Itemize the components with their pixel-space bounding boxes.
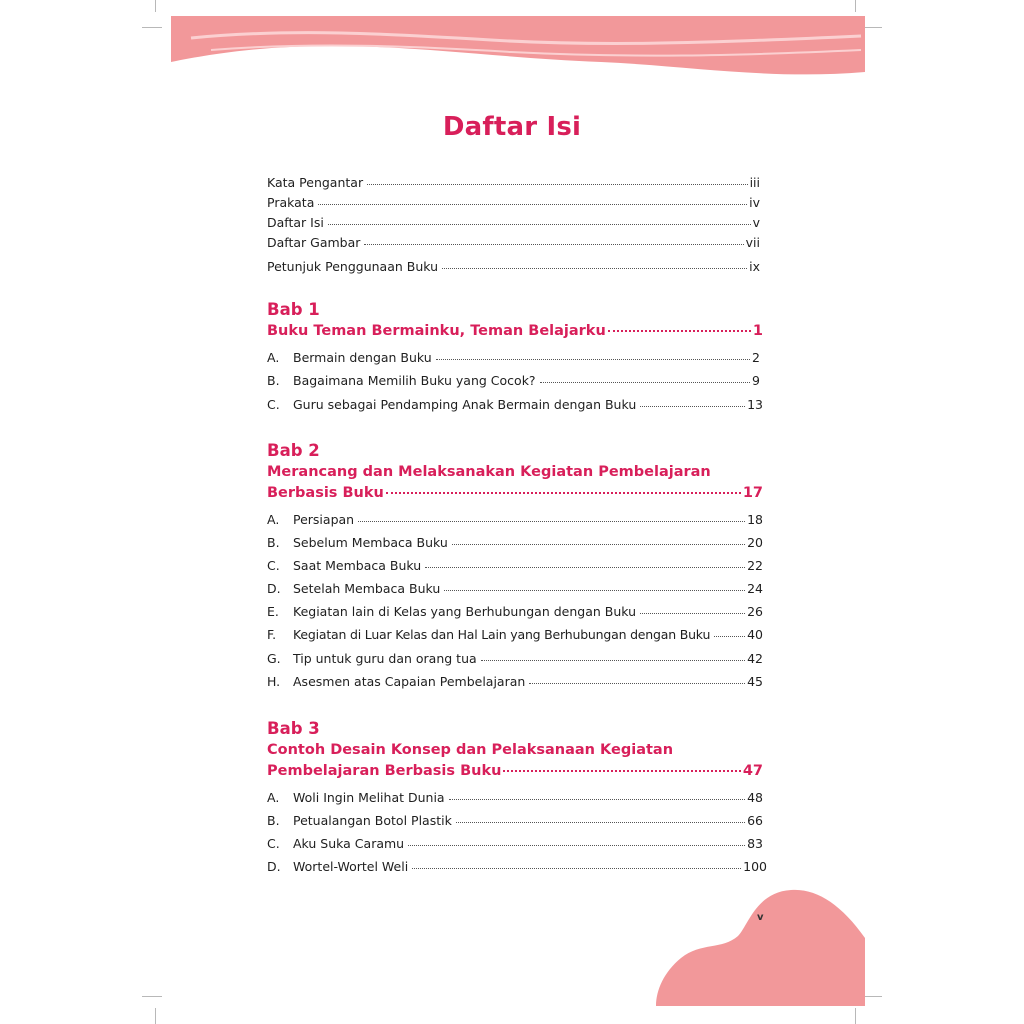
section-letter: A. — [267, 350, 280, 365]
dot-leader — [436, 358, 750, 360]
toc-entry[interactable] — [267, 859, 767, 875]
toc-entry-label: Persiapan — [293, 512, 355, 527]
section-letter: B. — [267, 535, 280, 550]
crop-mark — [155, 0, 156, 12]
chapter-title-line: Buku Teman Bermainku, Teman Belajarku — [267, 323, 606, 339]
bottom-blob-decoration — [656, 886, 866, 1006]
toc-entry-page: 40 — [747, 627, 763, 642]
toc-entry-label: Prakata — [267, 195, 315, 210]
toc-entry[interactable] — [267, 397, 763, 413]
toc-entry-page: 66 — [747, 813, 763, 828]
chapter-title-line: Berbasis Buku — [267, 485, 384, 501]
toc-entry[interactable] — [267, 627, 763, 643]
section-letter: F. — [267, 627, 277, 642]
dot-leader — [444, 589, 745, 591]
toc-entry-page: 100 — [743, 859, 767, 874]
toc-entry[interactable] — [267, 581, 763, 597]
section-letter: C. — [267, 397, 280, 412]
chapter-page: 17 — [742, 485, 763, 501]
toc-entry[interactable] — [267, 836, 763, 852]
toc-entry[interactable] — [267, 175, 760, 191]
section-letter: B. — [267, 813, 280, 828]
toc-entry-page: v — [752, 215, 760, 230]
page-title: Daftar Isi — [442, 112, 582, 142]
top-wave-decoration — [171, 16, 865, 78]
chapter-title-line: Merancang dan Melaksanakan Kegiatan Pembelajaran — [267, 464, 711, 480]
dot-leader — [328, 223, 751, 225]
dot-leader — [640, 405, 745, 407]
toc-entry-label: Petunjuk Penggunaan Buku — [267, 259, 439, 274]
dot-leader — [425, 566, 745, 568]
chapter-title[interactable] — [267, 463, 763, 502]
section-letter: E. — [267, 604, 279, 619]
toc-entry-page: 13 — [747, 397, 763, 412]
chapter-title[interactable] — [267, 322, 763, 340]
toc-entry-page: 48 — [747, 790, 763, 805]
toc-entry[interactable] — [267, 512, 763, 528]
chapter-title-line: Pembelajaran Berbasis Buku — [267, 763, 502, 779]
toc-entry-label: Saat Membaca Buku — [293, 558, 422, 573]
dot-leader — [452, 543, 745, 545]
section-letter: D. — [267, 859, 281, 874]
dot-leader — [529, 682, 745, 684]
dot-leader — [714, 635, 745, 637]
toc-entry-page: 45 — [747, 674, 763, 689]
toc-entry-page: 2 — [752, 350, 760, 365]
dot-leader — [318, 203, 747, 205]
dot-leader — [412, 867, 741, 869]
toc-entry-page: 20 — [747, 535, 763, 550]
book-page — [171, 16, 865, 1006]
toc-entry-label: Asesmen atas Capaian Pembelajaran — [293, 674, 526, 689]
toc-entry[interactable] — [267, 535, 763, 551]
toc-entry[interactable] — [267, 373, 760, 389]
section-letter: A. — [267, 790, 280, 805]
section-letter: D. — [267, 581, 281, 596]
toc-entry-page: iv — [749, 195, 760, 210]
toc-entry-page: 83 — [747, 836, 763, 851]
toc-entry-label: Sebelum Membaca Buku — [293, 535, 448, 550]
crop-mark — [142, 27, 162, 28]
dot-leader — [367, 183, 747, 185]
toc-entry-page: iii — [749, 175, 760, 190]
toc-entry[interactable] — [267, 813, 763, 829]
toc-entry-page: vii — [745, 235, 760, 250]
chapter-label: Bab 3 — [267, 719, 320, 738]
dot-leader — [540, 381, 750, 383]
dot-leader — [364, 243, 743, 245]
section-letter: G. — [267, 651, 281, 666]
dot-leader — [442, 267, 747, 269]
dot-leader — [456, 821, 745, 823]
toc-entry-page: 42 — [747, 651, 763, 666]
toc-entry-label: Guru sebagai Pendamping Anak Bermain dengan Buku — [293, 397, 637, 412]
toc-entry-label: Kata Pengantar — [267, 175, 364, 190]
toc-entry-page: 26 — [747, 604, 763, 619]
toc-entry-label: Kegiatan lain di Kelas yang Berhubungan dengan Buku — [293, 604, 637, 619]
toc-entry-label: Woli Ingin Melihat Dunia — [293, 790, 445, 805]
toc-entry-label: Bagaimana Memilih Buku yang Cocok? — [293, 373, 536, 388]
dot-leader — [503, 769, 740, 772]
toc-entry-label: Petualangan Botol Plastik — [293, 813, 452, 828]
chapter-title[interactable] — [267, 741, 763, 780]
page-number: v — [757, 912, 764, 923]
toc-entry[interactable] — [267, 674, 763, 690]
toc-entry-page: 18 — [747, 512, 763, 527]
toc-entry[interactable] — [267, 259, 760, 275]
toc-entry[interactable] — [267, 790, 763, 806]
toc-entry-page: 22 — [747, 558, 763, 573]
toc-entry[interactable] — [267, 195, 760, 211]
crop-mark — [142, 996, 162, 997]
dot-leader — [608, 329, 751, 332]
toc-entry-label: Bermain dengan Buku — [293, 350, 432, 365]
chapter-label: Bab 1 — [267, 300, 320, 319]
dot-leader — [481, 659, 745, 661]
toc-entry-label: Aku Suka Caramu — [293, 836, 405, 851]
section-letter: B. — [267, 373, 280, 388]
toc-entry-label: Tip untuk guru dan orang tua — [293, 651, 477, 666]
toc-entry-label: Wortel-Wortel Weli — [293, 859, 409, 874]
toc-entry[interactable] — [267, 235, 760, 251]
toc-entry-page: 24 — [747, 581, 763, 596]
dot-leader — [358, 520, 745, 522]
chapter-title-line: Contoh Desain Konsep dan Pelaksanaan Kegiatan — [267, 742, 674, 758]
chapter-label: Bab 2 — [267, 441, 320, 460]
toc-entry-page: ix — [749, 259, 760, 274]
crop-mark — [155, 1008, 156, 1024]
crop-mark — [855, 0, 856, 12]
chapter-page: 1 — [752, 323, 763, 339]
crop-mark — [862, 27, 882, 28]
toc-entry[interactable] — [267, 604, 763, 620]
section-letter: H. — [267, 674, 281, 689]
section-letter: A. — [267, 512, 280, 527]
dot-leader — [449, 798, 746, 800]
toc-entry[interactable] — [267, 651, 763, 667]
section-letter: C. — [267, 836, 280, 851]
toc-entry[interactable] — [267, 215, 760, 231]
toc-entry-label: Daftar Gambar — [267, 235, 361, 250]
dot-leader — [386, 491, 741, 494]
toc-entry-label: Setelah Membaca Buku — [293, 581, 441, 596]
crop-mark — [855, 1008, 856, 1024]
toc-entry-page: 9 — [752, 373, 760, 388]
toc-entry[interactable] — [267, 350, 760, 366]
section-letter: C. — [267, 558, 280, 573]
toc-entry[interactable] — [267, 558, 763, 574]
toc-entry-label: Daftar Isi — [267, 215, 324, 230]
chapter-page: 47 — [742, 763, 763, 779]
dot-leader — [408, 844, 745, 846]
dot-leader — [640, 612, 745, 614]
toc-entry-label: Kegiatan di Luar Kelas dan Hal Lain yang Berhubungan dengan Buku — [293, 627, 711, 642]
